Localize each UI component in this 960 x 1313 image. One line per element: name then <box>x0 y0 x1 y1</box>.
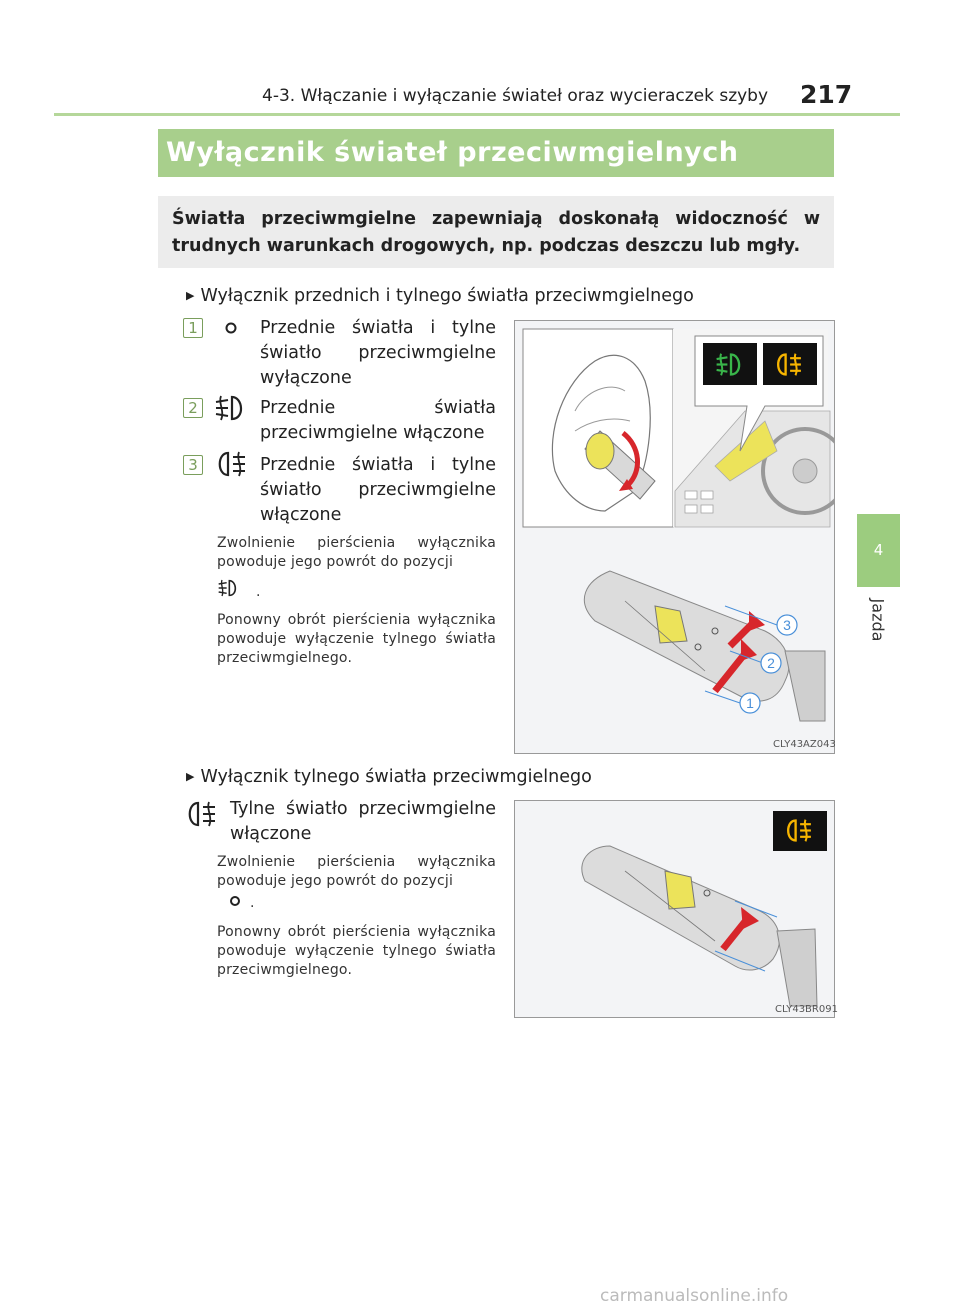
note-turn-again: Ponowny obrót pierścienia wyłącznika powoduje wyłączenie tylnego światła przeciwmgielnego. <box>217 612 496 666</box>
intro-box: Światła przeciwmgielne zapewniają doskonałą widoczność w trudnych warunkach drogowych, np. podczas deszczu lub mgły. <box>158 196 834 268</box>
rear-fog-icon <box>184 799 220 829</box>
note-turn-again-rear: Ponowny obrót pierścienia wyłącznika powoduje wyłączenie tylnego światła przeciwmgielnego. <box>217 924 496 978</box>
header-rule <box>54 113 900 116</box>
figure-illustration <box>515 321 834 753</box>
item-number-2: 2 <box>183 398 203 418</box>
callout-3: 3 <box>783 617 791 633</box>
note-release: Zwolnienie pierścienia wyłącznika powoduje jego powrót do pozycji <box>217 535 496 570</box>
chapter-tab: 4 <box>857 514 900 587</box>
rear-fog-icon <box>214 449 250 479</box>
bullet-triangle-icon: ▶ <box>186 289 195 302</box>
item-text-rear: Tylne światło przeciwmgielne włączone <box>230 799 496 844</box>
callout-1: 1 <box>746 695 754 711</box>
off-position-icon <box>227 893 243 909</box>
chapter-label-text: Jazda <box>868 598 888 642</box>
item-number-3: 3 <box>183 455 203 475</box>
note-release-rear: Zwolnienie pierścienia wyłącznika powoduje jego powrót do pozycji <box>217 854 496 889</box>
chapter-label <box>853 590 903 650</box>
item-text-2: Przednie światła przeciwmgielne włączone <box>260 398 496 443</box>
note-release-end: . <box>256 584 261 600</box>
figure-illustration <box>515 801 834 1017</box>
figure-code: CLY43AZ043 <box>773 739 836 750</box>
figure-rear-switch <box>514 800 838 1018</box>
item-number-1: 1 <box>183 318 203 338</box>
bullet-rear-only <box>186 767 592 787</box>
figure-front-rear-switch <box>514 320 835 754</box>
front-fog-icon <box>216 577 240 599</box>
bullet-front-rear <box>186 286 694 306</box>
bullet-rear-only-text: Wyłącznik tylnego światła przeciwmgielnego <box>200 767 592 787</box>
callout-2: 2 <box>767 655 775 671</box>
bullet-front-rear-text: Wyłącznik przednich i tylnego światła przeciwmgielnego <box>200 286 694 306</box>
note-release-rear-end: . <box>250 895 255 911</box>
watermark: carmanualsonline.info <box>600 1286 789 1306</box>
figure-code: CLY43BR091 <box>775 1004 838 1015</box>
off-position-icon <box>223 320 239 336</box>
bullet-triangle-icon: ▶ <box>186 770 195 783</box>
item-text-1: Przednie światła i tylne światło przeciwmgielne wyłączone <box>260 318 496 388</box>
section-title: Wyłącznik świateł przeciwmgielnych <box>158 129 834 177</box>
page-number: 217 <box>800 80 853 109</box>
item-text-3: Przednie światła i tylne światło przeciwmgielne włączone <box>260 455 496 525</box>
arrow-up-icon <box>749 611 765 631</box>
running-head: 4-3. Włączanie i wyłączanie świateł oraz wycieraczek szyby <box>262 86 769 106</box>
front-fog-icon <box>212 393 248 423</box>
